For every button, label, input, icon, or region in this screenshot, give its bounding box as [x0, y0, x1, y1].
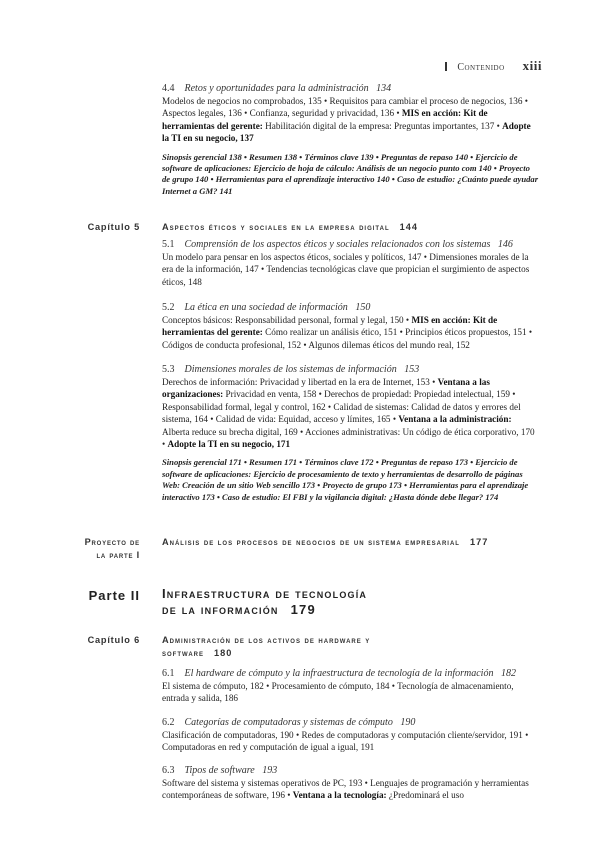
section-heading: 6.2 Categorías de computadoras y sistemas de cómputo 190 [162, 717, 416, 728]
section-body: El sistema de cómputo, 182 • Procesamiento de cómputo, 184 • Tecnología de almacenamiento, entrada y salida, 186 [162, 681, 514, 704]
section-5-2 [162, 301, 540, 351]
section-heading: 6.3 Tipos de software 193 [162, 765, 278, 776]
section-number: 4.4 [162, 83, 175, 94]
section-body: Un modelo para pensar en los aspectos éticos, sociales y políticos, 147 • Dimensiones morales de la era de la información, 147 • Tendencias tecnológicas clave que propician el surgimiento de aspectos éticos, 148 [162, 252, 530, 287]
section-body: Conceptos básicos: Responsabilidad personal, formal y legal, 150 • MIS en acción: Kit de herramientas del gerente: Cómo realizar un análisis ético, 151 • Principios éticos propuestos, 151 • Códigos de conducta profesional, 152 • Algunos dilemas éticos del mundo real, 152 [162, 315, 533, 350]
running-header [445, 58, 542, 74]
section-body: Modelos de negocios no comprobados, 135 • Requisitos para cambiar el proceso de negocios, 136 • Aspectos legales, 136 • Confianza, seguridad y privacidad, 136 • MIS en acción: Kit de herramientas del gerente: Habilitación digital de la empresa: Preguntas importantes, 137 • Adopte la TI en su negocio, 137 [162, 96, 531, 144]
chapter-summary: Sinopsis gerencial 171 • Resumen 171 • Términos clave 172 • Preguntas de repaso 173 • Ejercicio de software de aplicaciones: Ejercicio de procesamiento de texto y herramientas de desarrollo de páginas Web: Creación de un sitio Web sencillo 173 • Proyecto de grupo 173 • Herramientas para el aprendizaje interactivo 173 • Caso de estudio: El FBI y la vigilancia digital: ¿Hasta dónde debe llegar? 174 [162, 457, 529, 502]
chapter-5-title: Aspectos éticos y sociales en la empresa digital 144 [162, 222, 418, 232]
section-body: Software del sistema y sistemas operativos de PC, 193 • Lenguajes de programación y herramientas contemporáneas de software, 196 • Ventana a la tecnología: ¿Predominará el uso [162, 778, 529, 801]
chapter-6-title: Administración de los activos de hardware y software 180 [162, 635, 371, 658]
chapter-summary: Sinopsis gerencial 138 • Resumen 138 • Términos clave 139 • Preguntas de repaso 140 • Ejercicio de software de aplicaciones: Ejercicio de hoja de cálculo: Análisis de un negocio punto com 140 • Proyecto de grupo 140 • Herramientas para el aprendizaje interactivo 140 • Caso de estudio: ¿Cuánto puede ayudar Internet a GM? 141 [162, 151, 539, 196]
part-2-label: Parte II [88, 588, 140, 603]
section-heading: 5.2 La ética en una sociedad de información 150 [162, 302, 371, 313]
header-label: Contenido [457, 62, 505, 73]
part-project-title: Análisis de los procesos de negocios de un sistema empresarial 177 [162, 537, 489, 547]
section-title: Retos y oportunidades para la administración [184, 83, 369, 94]
section-heading: 5.3 Dimensiones morales de los sistemas de información 153 [162, 364, 420, 375]
section-heading: 6.1 El hardware de cómputo y la infraestructura de tecnología de la información 182 [162, 668, 516, 679]
section-6-1 [162, 667, 540, 705]
section-body: Clasificación de computadoras, 190 • Redes de computadoras y computación cliente/servidor, 191 • Computadoras en red y computación de igual a igual, 191 [162, 730, 529, 753]
section-6-3 [162, 764, 540, 802]
section-6-2 [162, 716, 540, 754]
section-heading [162, 82, 540, 95]
section-body: Derechos de información: Privacidad y libertad en la era de Internet, 153 • Ventana a las organizaciones: Privacidad en venta, 158 • Derechos de propiedad: Propiedad intelectual, 159 • Responsabilidad formal, legal y control, 162 • Calidad de sistemas: Calidad de datos y errores del sistema, 164 • Calidad de vida: Equidad, acceso y límites, 165 • Ventana a la administración: Alberta reduce su brecha digital, 169 • Acciones administrativas: Un código de ética corporativo, 170 • Adopte la TI en su negocio, 171 [162, 377, 535, 450]
section-4-4 [162, 82, 540, 197]
part-2-title: Infraestructura de tecnología de la información 179 [162, 586, 368, 617]
chapter-5-label: Capítulo 5 [87, 222, 140, 232]
section-5-3 [162, 363, 540, 503]
section-heading: 5.1 Comprensión de los aspectos éticos y sociales relacionados con los sistemas 146 [162, 239, 513, 250]
header-rule [445, 62, 447, 71]
page-number: xiii [522, 58, 542, 73]
section-5-1 [162, 238, 540, 288]
part-project-label: Proyecto de la parte I [84, 537, 140, 560]
chapter-6-label: Capítulo 6 [87, 635, 140, 645]
section-page: 134 [376, 83, 392, 94]
